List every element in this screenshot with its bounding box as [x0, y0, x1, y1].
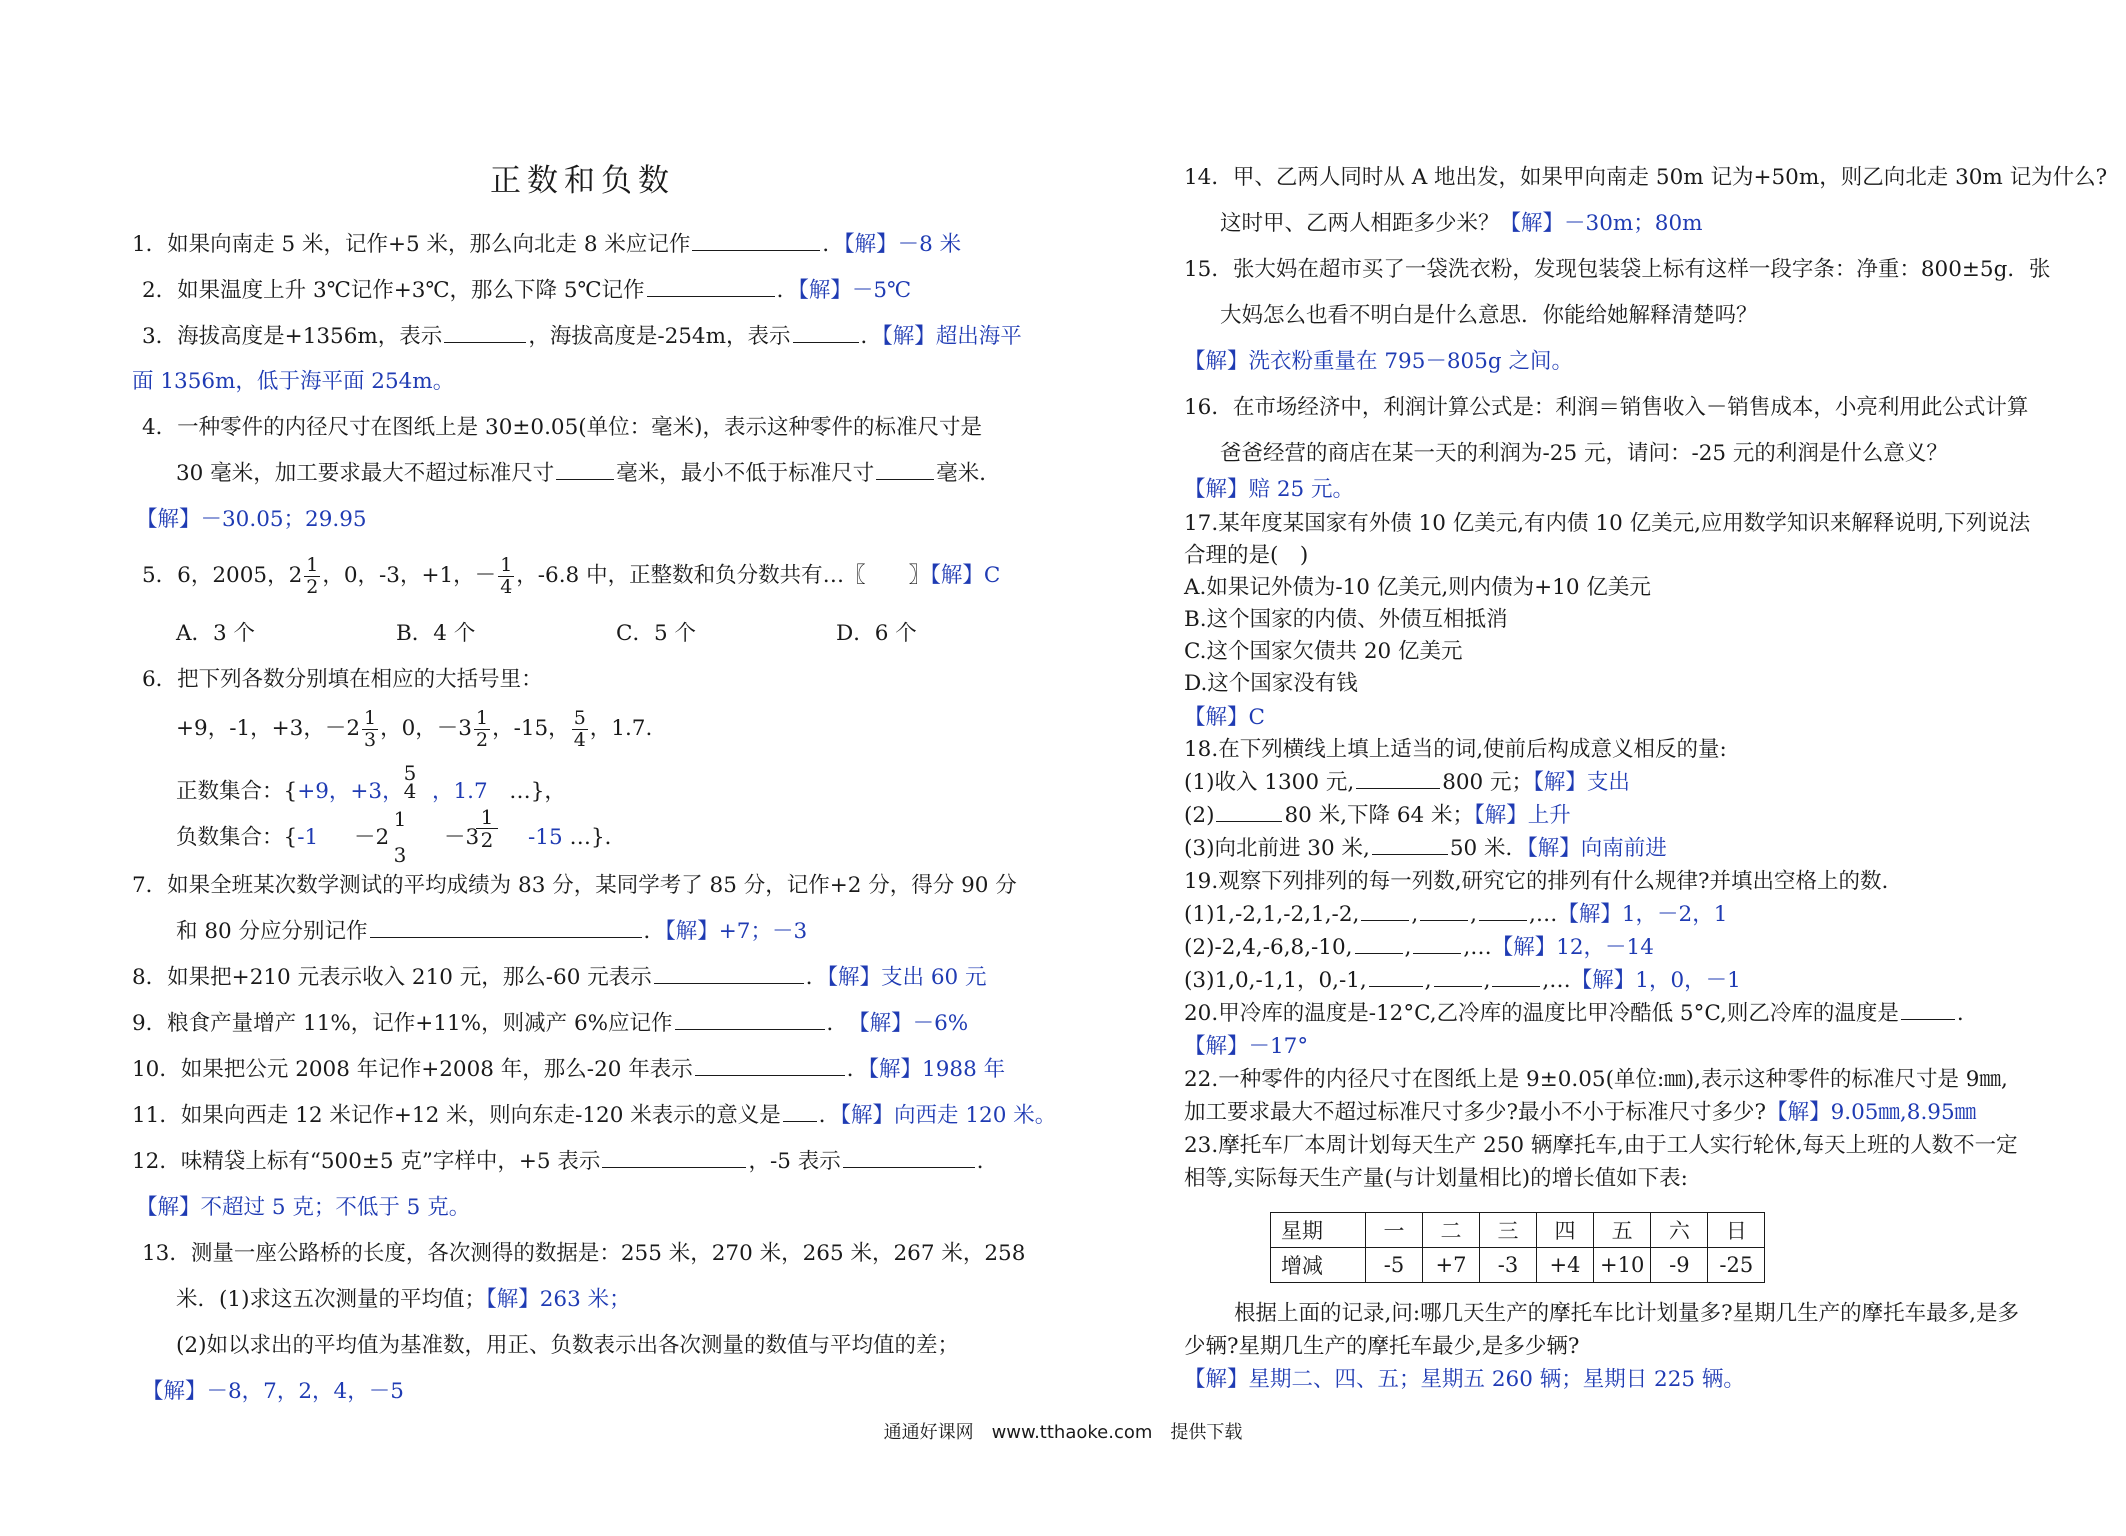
question-12: 12．味精袋上标有“500±5 克”字样中，+5 表示 ，-5 表示 ．: [132, 1149, 999, 1174]
answer-q3-part1: 【解】超出海平: [882, 324, 1022, 349]
answer-q4: 【解】－30.05；29.95: [136, 507, 367, 532]
answer-q18-2: 【解】上升: [1474, 803, 1571, 828]
question-4-line2: 30 毫米，加工要求最大不超过标准尺寸 毫米，最小不低于标准尺寸 毫米．: [176, 461, 1001, 486]
question-16-line2: 爸爸经营的商店在某一天的利润为-25 元，请问：-25 元的利润是什么意义？: [1220, 441, 1948, 466]
question-18-item1: (1)收入 1300 元, 800 元；【解】支出: [1184, 770, 1630, 795]
question-18-line1: 18.在下列横线上填上适当的词,使前后构成意义相反的量:: [1184, 737, 1727, 762]
option-c: C.这个国家欠债共 20 亿美元: [1184, 639, 1463, 664]
answer-q18-3: 【解】向南前进: [1527, 836, 1667, 861]
table-row: 增减 -5 +7 -3 +4 +10 -9 -25: [1271, 1248, 1765, 1283]
question-6-numbers: +9，-1，+3，－2 $\frac{1}{3}$ ，0，－3 $\frac{1}{2}$ ，-15， $\frac{5}{4}$ ，1.7.: [176, 706, 653, 751]
answer-blank: [1356, 768, 1440, 789]
question-18-item3: (3)向北前进 30 米, 50 米．【解】向南前进: [1184, 836, 1667, 861]
answer-blank: [692, 230, 820, 251]
question-17-line2: 合理的是( ): [1184, 543, 1309, 568]
page-title: 正数和负数: [490, 163, 675, 199]
answer-q5: 【解】C: [930, 563, 1001, 588]
answer-q10: 【解】1988 年: [868, 1057, 1006, 1082]
question-1: 1．如果向南走 5 米，记作+5 米，那么向北走 8 米应记作 ．【解】－8 米: [132, 232, 962, 257]
question-13-line1: 13．测量一座公路桥的长度，各次测得的数据是：255 米，270 米，265 米，267 米，258: [142, 1241, 1026, 1266]
negative-set-fraction1: 1 3: [393, 807, 407, 867]
question-23-line4: 少辆?星期几生产的摩托车最少,是多少辆?: [1184, 1334, 1580, 1359]
answer-blank: [843, 1147, 975, 1168]
question-3: 3．海拔高度是+1356m，表示 ，海拔高度是-254m，表示 ．【解】超出海平: [142, 324, 1022, 349]
question-23-line1: 23.摩托车厂本周计划每天生产 250 辆摩托车,由于工人实行轮休,每天上班的人数不一定: [1184, 1133, 2018, 1158]
answer-blank: [675, 1009, 825, 1030]
question-20: 20.甲冷库的温度是-12°C,乙冷库的温度比甲冷酷低 5°C,则乙冷库的温度是 .: [1184, 1001, 1964, 1026]
question-15-line2: 大妈怎么也看不明白是什么意思．你能给她解释清楚吗？: [1220, 303, 1758, 328]
negative-set-fraction2: $\frac{1}{2}$: [476, 806, 498, 851]
question-5-options: [176, 618, 1056, 650]
answer-q22: 【解】9.05㎜,8.95㎜: [1766, 1100, 1977, 1125]
positive-set-rest: ，1.7 …}，: [432, 779, 566, 804]
answer-q20: 【解】－17°: [1184, 1034, 1309, 1059]
option-b: B.这个国家的内债、外债互相抵消: [1184, 607, 1508, 632]
answer-q18-1: 【解】支出: [1533, 770, 1630, 795]
question-2: 2．如果温度上升 3℃记作+3℃，那么下降 5℃记作 ．【解】－5℃: [142, 278, 912, 303]
answer-q3-part2: 面 1356m，低于海平面 254m。: [132, 369, 455, 394]
question-22-line2: 加工要求最大不超过标准尺寸多少?最小不小于标准尺寸多少?【解】9.05㎜,8.95㎜: [1184, 1100, 1977, 1125]
negative-set-item3: －3: [444, 825, 480, 850]
answer-q19-2: 【解】12，－14: [1491, 935, 1654, 960]
answer-blank: [654, 963, 804, 984]
negative-set-rest: -15 …}．: [528, 825, 627, 850]
answer-q2: 【解】－5℃: [798, 278, 912, 303]
option-a: A．3 个: [176, 621, 256, 646]
answer-q12: 【解】不超过 5 克；不低于 5 克。: [136, 1195, 471, 1220]
option-d: D.这个国家没有钱: [1184, 671, 1358, 696]
answer-q17: 【解】C: [1184, 705, 1265, 730]
answer-q8: 【解】支出 60 元: [827, 965, 987, 990]
question-11: 11．如果向西走 12 米记作+12 米，则向东走-120 米表示的意义是 ．【解】向西走 120 米。: [132, 1103, 1057, 1128]
question-4-line1: 4．一种零件的内径尺寸在图纸上是 30±0.05(单位：毫米)，表示这种零件的标准尺寸是: [142, 415, 983, 440]
positive-set-fraction: 5 4: [403, 761, 417, 803]
question-19-item1: (1)1,-2,1,-2,1,-2, , , ,…【解】1，－2，1: [1184, 902, 1728, 927]
question-23-line3: 根据上面的记录,问:哪几天生产的摩托车比计划量多?星期几生产的摩托车最多,是多: [1234, 1301, 2019, 1326]
answer-blank: [783, 1101, 817, 1122]
option-a: A.如果记外债为-10 亿美元,则内债为+10 亿美元: [1184, 575, 1651, 600]
question-9: 9．粮食产量增产 11%，记作+11%，则减产 6%应记作 ． 【解】－6%: [132, 1011, 969, 1036]
production-table: [1270, 1212, 1765, 1283]
question-19-item3: (3)1,0,-1,1，0,-1, , , ,…【解】1，0，－1: [1184, 968, 1741, 993]
answer-q7: 【解】+7；－3: [665, 919, 808, 944]
question-8: 8．如果把+210 元表示收入 210 元，那么-60 元表示 ．【解】支出 60 元: [132, 965, 987, 990]
answer-blank: [444, 322, 526, 343]
question-19-item2: (2)-2,4,-6,8,-10, , ,…【解】12，－14: [1184, 935, 1654, 960]
answer-q9: 【解】－6%: [858, 1011, 969, 1036]
answer-q23: 【解】星期二、四、五；星期五 260 辆；星期日 225 辆。: [1184, 1367, 1745, 1392]
question-6-line1: 6．把下列各数分别填在相应的大括号里：: [142, 667, 543, 692]
answer-q16: 【解】赔 25 元。: [1184, 477, 1355, 502]
question-17-line1: 17.某年度某国家有外债 10 亿美元,有内债 10 亿美元,应用数学知识来解释说明,下列说法: [1184, 511, 2031, 536]
answer-blank: [793, 322, 859, 343]
question-18-item2: (2) 80 米,下降 64 米；【解】上升: [1184, 803, 1571, 828]
answer-q13-part2: 【解】－8，7，2，4，－5: [142, 1379, 404, 1404]
answer-blank: [370, 917, 642, 938]
answer-blank: [602, 1147, 746, 1168]
question-5: 5．6，2005，2 $\frac{1}{2}$ ，0，-3，+1，－ $\frac{1}{4}$ ，-6.8 中，正整数和负分数共有…〖 〗【解】C: [142, 553, 1001, 598]
question-19-line1: 19.观察下列排列的每一列数,研究它的排列有什么规律?并填出空格上的数.: [1184, 869, 1889, 894]
answer-q19-3: 【解】1，0，－1: [1570, 968, 1741, 993]
fraction: $\frac{1}{4}$: [500, 553, 513, 598]
answer-q1: 【解】－8 米: [843, 232, 962, 257]
negative-set-item2: －2: [354, 825, 390, 850]
answer-q19-1: 【解】1，－2，1: [1557, 902, 1728, 927]
question-23-line2: 相等,实际每天生产量(与计划量相比)的增长值如下表:: [1184, 1166, 1688, 1191]
answer-blank: [695, 1055, 845, 1076]
question-14-line1: 14．甲、乙两人同时从 A 地出发，如果甲向南走 50m 记为+50m，则乙向北走 30m 记为什么?: [1184, 165, 2108, 190]
answer-q14: 【解】－30m；80m: [1499, 211, 1703, 236]
option-d: D．6 个: [836, 621, 917, 646]
question-7-line2: 和 80 分应分别记作 ．【解】+7；－3: [176, 919, 808, 944]
question-10: 10．如果把公元 2008 年记作+2008 年，那么-20 年表示 ．【解】1988 年: [132, 1057, 1006, 1082]
answer-blank: [1216, 801, 1282, 822]
answer-q11: 【解】向西走 120 米。: [840, 1103, 1057, 1128]
question-13-line2: 米．(1)求这五次测量的平均值；【解】263 米；: [176, 1287, 631, 1312]
answer-blank: [647, 276, 775, 297]
question-22-line1: 22.一种零件的内径尺寸在图纸上是 9±0.05(单位:㎜),表示这种零件的标准尺寸是 9㎜,: [1184, 1067, 2008, 1092]
question-14-line2: 这时甲、乙两人相距多少米？【解】－30m；80m: [1220, 211, 1703, 236]
answer-blank: [876, 459, 934, 480]
answer-blank: [556, 459, 614, 480]
question-16-line1: 16．在市场经济中，利润计算公式是：利润＝销售收入－销售成本，小亮利用此公式计算: [1184, 395, 2029, 420]
option-b: B．4 个: [396, 621, 476, 646]
question-7-line1: 7．如果全班某次数学测试的平均成绩为 83 分，某同学考了 85 分，记作+2 分，得分 90 分: [132, 873, 1017, 898]
question-15-line1: 15．张大妈在超市买了一袋洗衣粉，发现包装袋上标有这样一段字条：净重：800±5g．张: [1184, 257, 2051, 282]
question-13-line3: (2)如以求出的平均值为基准数，用正、负数表示出各次测量的数值与平均值的差；: [176, 1333, 959, 1358]
answer-blank: [1372, 834, 1448, 855]
positive-set: 正数集合：{+9，+3，: [176, 779, 404, 804]
negative-set: 负数集合：{-1: [176, 825, 319, 850]
table-header-row: 星期 一 二 三 四 五 六 日: [1271, 1213, 1765, 1248]
answer-blank: [1901, 999, 1955, 1020]
answer-q15: 【解】洗衣粉重量在 795－805g 之间。: [1184, 349, 1574, 374]
answer-q13-part1: 【解】263 米；: [485, 1287, 631, 1312]
option-c: C．5 个: [616, 621, 696, 646]
fraction: $\frac{1}{2}$: [306, 553, 319, 598]
footer-credit: 通通好课网 www.tthaoke.com 提供下载: [883, 1422, 1243, 1443]
